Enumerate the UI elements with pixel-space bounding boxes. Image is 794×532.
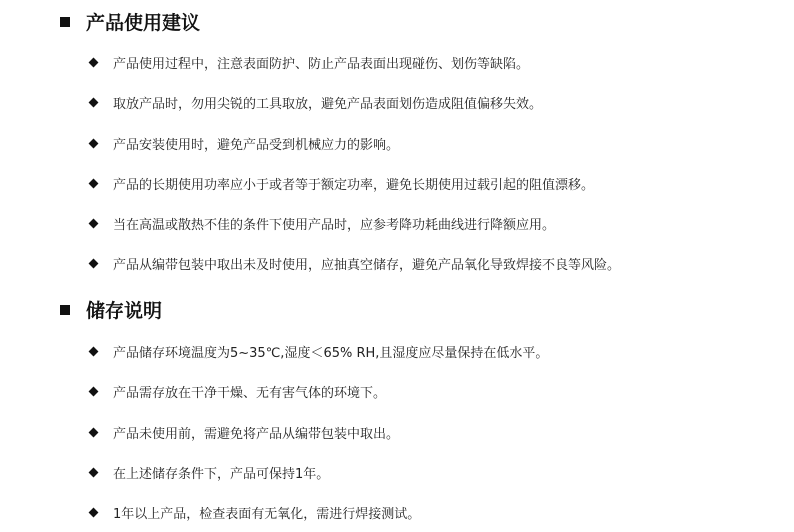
diamond-bullet-icon bbox=[89, 259, 99, 269]
list-item-text: 在上述储存条件下，产品可保持1年。 bbox=[113, 467, 330, 482]
list-item bbox=[90, 463, 329, 482]
diamond-bullet-icon bbox=[89, 428, 99, 438]
list-item-text: 产品从编带包装中取出未及时使用，应抽真空储存，避免产品氧化导致焊接不良等风险。 bbox=[113, 258, 621, 273]
section-title-text: 产品使用建议 bbox=[86, 12, 201, 34]
diamond-bullet-icon bbox=[89, 347, 99, 357]
diamond-bullet-icon bbox=[89, 387, 99, 397]
list-item-text: 取放产品时，勿用尖锐的工具取放，避免产品表面划伤造成阻值偏移失效。 bbox=[113, 97, 543, 112]
section-title-text: 储存说明 bbox=[86, 300, 163, 322]
list-item-text: 产品未使用前，需避免将产品从编带包装中取出。 bbox=[113, 427, 400, 442]
list-item bbox=[90, 174, 594, 193]
list-item-text: 产品储存环境温度为5~35℃,湿度＜65% RH,且湿度应尽量保持在低水平。 bbox=[113, 346, 549, 361]
list-item bbox=[90, 254, 620, 273]
diamond-bullet-icon bbox=[89, 98, 99, 108]
list-item bbox=[90, 93, 542, 112]
diamond-bullet-icon bbox=[89, 139, 99, 149]
diamond-bullet-icon bbox=[89, 58, 99, 68]
diamond-bullet-icon bbox=[89, 468, 99, 478]
section-title-usage bbox=[60, 8, 200, 35]
diamond-bullet-icon bbox=[89, 219, 99, 229]
list-item-text: 产品的长期使用功率应小于或者等于额定功率，避免长期使用过载引起的阻值漂移。 bbox=[113, 178, 595, 193]
list-item bbox=[90, 53, 529, 72]
list-item bbox=[90, 134, 399, 153]
square-bullet-icon bbox=[60, 17, 70, 27]
list-item bbox=[90, 214, 555, 233]
list-item bbox=[90, 503, 420, 522]
list-item bbox=[90, 382, 386, 401]
list-item bbox=[90, 423, 399, 442]
diamond-bullet-icon bbox=[89, 179, 99, 189]
list-item-text: 1年以上产品，检查表面有无氧化，需进行焊接测试。 bbox=[113, 507, 421, 522]
list-item-text: 产品需存放在干净干燥、无有害气体的环境下。 bbox=[113, 386, 387, 401]
list-item-text: 当在高温或散热不佳的条件下使用产品时，应参考降功耗曲线进行降额应用。 bbox=[113, 218, 556, 233]
list-item bbox=[90, 342, 548, 361]
section-title-storage bbox=[60, 296, 162, 323]
diamond-bullet-icon bbox=[89, 508, 99, 518]
list-item-text: 产品使用过程中，注意表面防护、防止产品表面出现碰伤、划伤等缺陷。 bbox=[113, 57, 530, 72]
square-bullet-icon bbox=[60, 305, 70, 315]
list-item-text: 产品安装使用时，避免产品受到机械应力的影响。 bbox=[113, 138, 400, 153]
